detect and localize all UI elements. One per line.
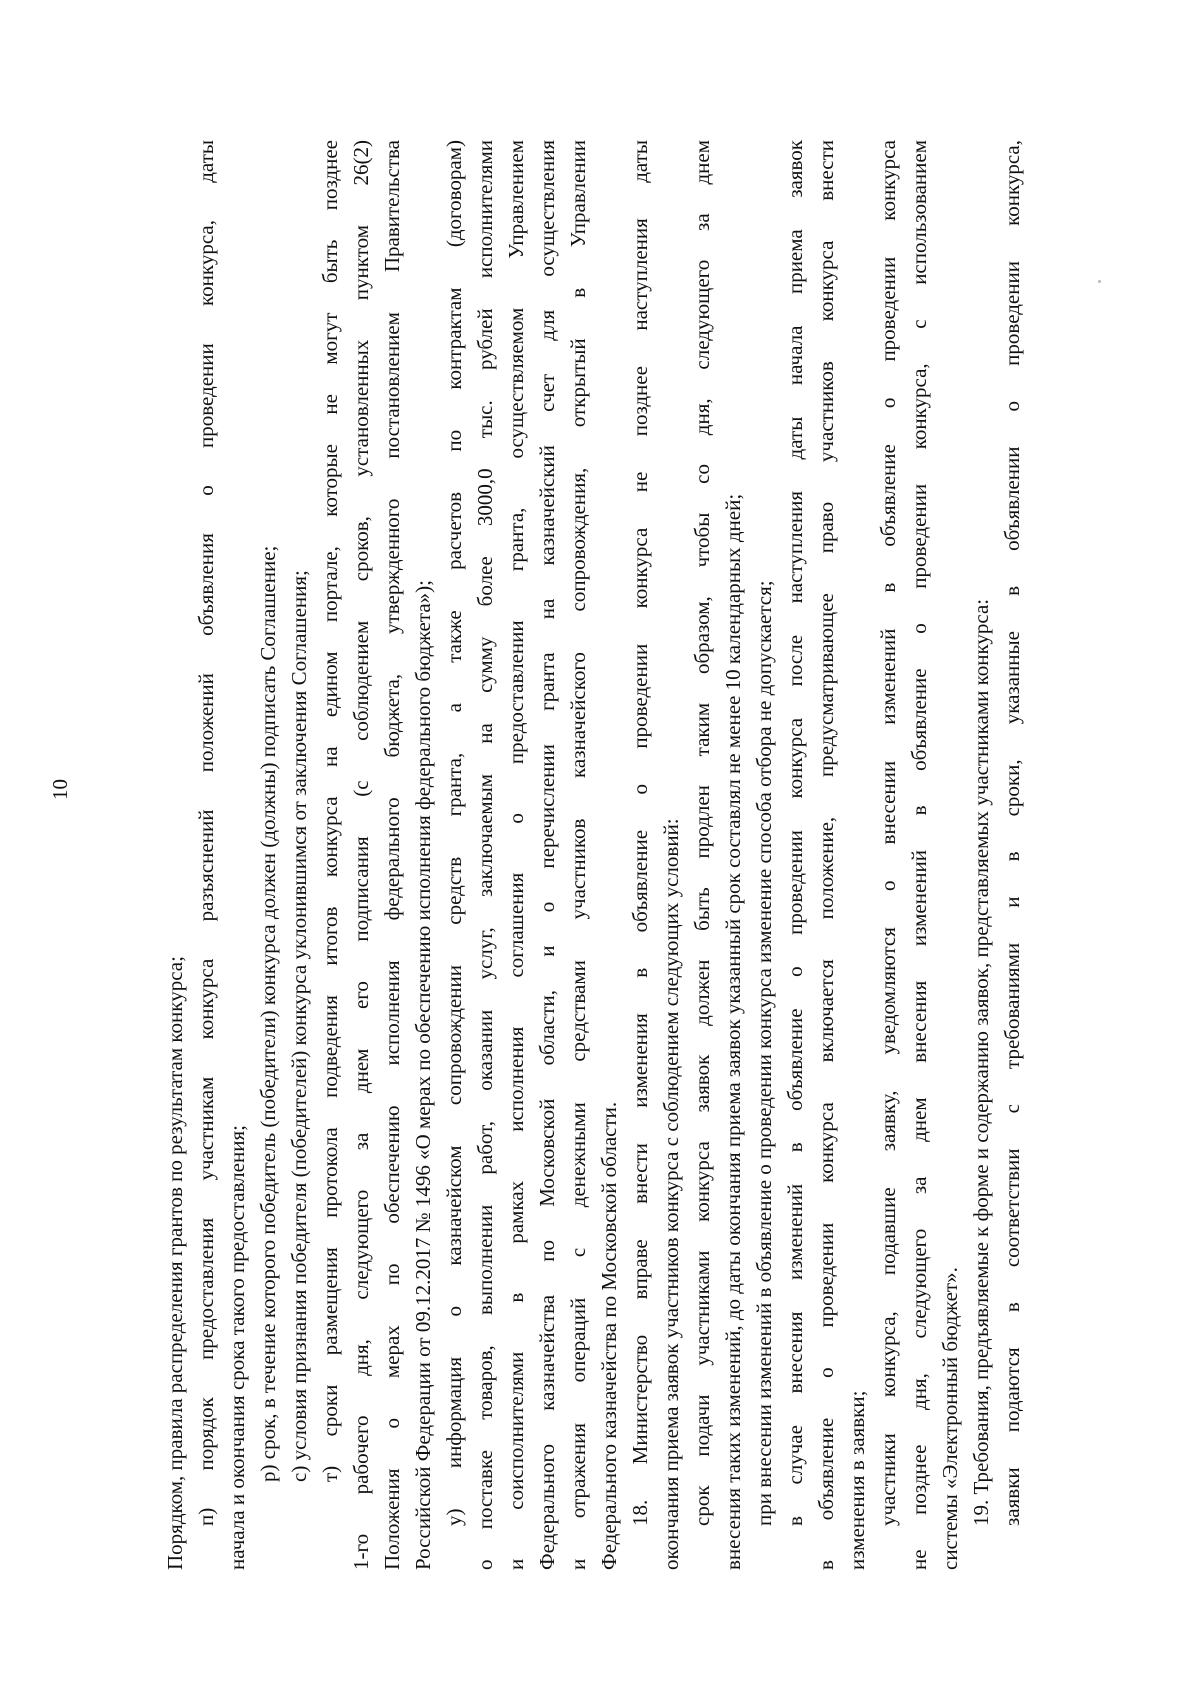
text-line: Федерального казначейства по Московской области.: [597, 1101, 621, 1570]
text-line: п) порядок предоставления участникам конкурса разъяснений положений объявления о проведении конкурса, даты: [194, 140, 218, 1526]
text-line: заявки подаются в соответствии с требованиями и в сроки, указанные в объявлении о проведении конкурса,: [1000, 140, 1024, 1526]
text-line: у) информация о казначейском сопровождении средств гранта, а также расчетов по контрактам (договорам): [442, 140, 466, 1526]
text-line: изменения в заявки;: [845, 1390, 869, 1570]
text-line: и отражения операций с денежными средствами участников казначейского сопровождения, открытый в Управлении: [566, 140, 590, 1570]
page-number: 10: [48, 779, 72, 800]
scan-speck: [1098, 280, 1101, 283]
text-line: начала и окончания срока такого предоставления;: [225, 1125, 249, 1570]
text-line: Положения о мерах по обеспечению исполнения федерального бюджета, утвержденного постановлением Правительства: [380, 140, 404, 1570]
text-line: при внесении изменений в объявление о проведении конкурса изменение способа отбора не допускается;: [752, 580, 776, 1526]
text-line: внесения таких изменений, до даты окончания приема заявок указанный срок составлял не менее 10 календарных дней;: [721, 493, 745, 1570]
text-line: срок подачи участниками конкурса заявок должен быть продлен таким образом, чтобы со дня, следующего за днем: [690, 140, 714, 1526]
text-line: и соисполнителями в рамках исполнения соглашения о предоставлении гранта, осуществляемом Управлением: [504, 140, 528, 1570]
text-line: системы «Электронный бюджет».: [938, 1267, 962, 1570]
text-line: Порядком, правила распределения грантов по результатам конкурса;: [163, 956, 187, 1570]
text-line: в объявление о проведении конкурса включается положение, предусматривающее право участников конкурса внести: [814, 140, 838, 1570]
text-line: Российской Федерации от 09.12.2017 № 1496 «О мерах по обеспечению исполнения федерального бюджета»);: [411, 580, 435, 1570]
text-line: в случае внесения изменений в объявление о проведении конкурса после наступления даты начала приема заявок: [783, 140, 807, 1526]
text-line: 18. Министерство вправе внести изменения в объявление о проведении конкурса не позднее наступления даты: [628, 140, 652, 1526]
text-line: участники конкурса, подавшие заявку, уведомляются о внесении изменений в объявление о проведении конкурса: [876, 140, 900, 1526]
text-line: о поставке товаров, выполнении работ, оказании услуг, заключаемым на сумму более 3000,0 тыс. рублей исполнителями: [473, 140, 497, 1570]
document-body: [160, 140, 1028, 1570]
text-line: 19. Требования, предъявляемые к форме и содержанию заявок, представляемых участниками конкурса:: [969, 598, 993, 1526]
text-line: р) срок, в течение которого победитель (победители) конкурса должен (должны) подписать Соглашение;: [256, 545, 280, 1482]
text-line: Федерального казначейства по Московской области, и о перечислении гранта на казначейский счет для осуществления: [535, 140, 559, 1570]
text-line: 1-го рабочего дня, следующего за днем его подписания (с соблюдением сроков, установленных пунктом 26(2): [349, 140, 373, 1570]
text-line: т) сроки размещения протокола подведения итогов конкурса на едином портале, которые не могут быть позднее: [318, 140, 342, 1482]
text-line: не позднее дня, следующего за днем внесения изменений в объявление о проведении конкурса, с использованием: [907, 140, 931, 1570]
text-line: с) условия признания победителя (победителей) конкурса уклонившимся от заключения Соглашения;: [287, 570, 311, 1482]
text-line: окончания приема заявок участников конкурса с соблюдением следующих условий:: [659, 818, 683, 1570]
